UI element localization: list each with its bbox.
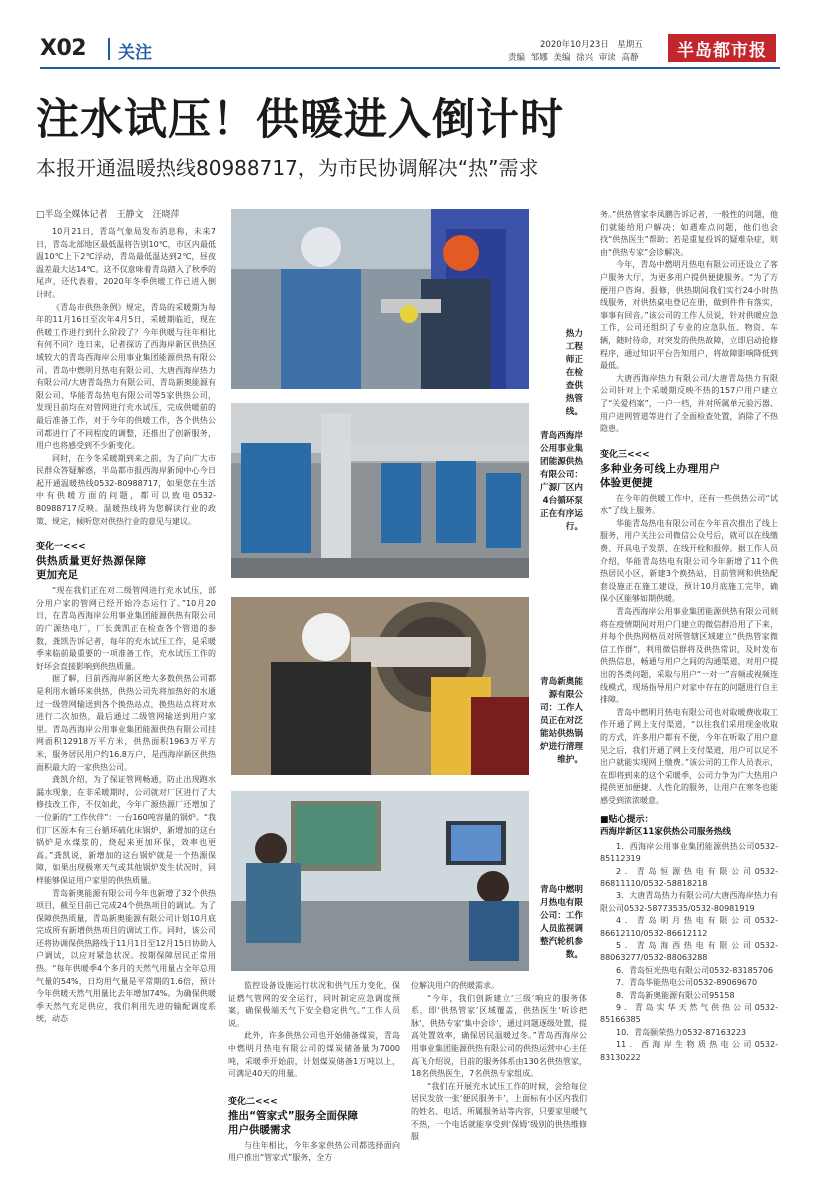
hotline-item: 7．青岛华能热电公司0532-89069670 bbox=[616, 978, 758, 988]
paragraph: 青岛中燃明月热电有限公司也对取暖费收取工作开通了网上支付渠道，“以往我们采用现金收取的方式，许多用户都有不便，今年在听取了用户意见之后，我们开通了网上支付渠道，用户可以足不出户就能实现网上缴费。”该公司的工作人员表示，在即将到来的这个采暖季，公司力争为广大热用户提供更加便捷、人性化的服务，让用户在寒冬也能感受到浓浓暖意。 bbox=[600, 707, 778, 805]
section-heading-1 bbox=[36, 540, 216, 582]
page-number: X02 bbox=[40, 36, 87, 61]
paragraph: “现在我们正在对二级管网进行充水试压，部分用户家的管网已经开始冷态运行了。”10月20日，在青岛西海岸公用事业集团能源供热有限公司的广源热电厂，厂长龚凯正在检查各个管道的参数，龚凯告诉记者，每年的充水试压工作，是采暖季来临前最重要的一项准备工作，充水试压工作的好坏会直接影响到供热质量。 bbox=[36, 586, 216, 671]
editors-line: 责编 邹娜 美编 徐兴 审读 高静 bbox=[508, 53, 639, 63]
paragraph: “我们在开展充水试压工作的时候，会给每位居民发放一张‘便民服务卡’，上面标有小区内我们的姓名、电话、所属服务站等内容，只要家里暖气不热，一个电话就能享受到‘保姆’级别的供热维修服 bbox=[411, 1081, 587, 1142]
section-tag: 变化一<<< bbox=[36, 542, 86, 553]
paragraph: “今年，我们创新建立‘三级’响应的服务体系，即‘供热管家’区域覆盖，供热医生‘听诊把脉’，供热专家‘集中会诊’，通过问题逐级处置，提高处置效率，确保居民温暖过冬。”青岛西海岸公用事业集团能源供热有限公司的供热运营中心主任高飞介绍说，目前的服务体系由130名供热管家，18名供热医生，7名供热专家组成。 bbox=[411, 993, 587, 1079]
photo-pumps-image bbox=[231, 403, 529, 578]
paragraph: 青岛西海岸公用事业集团能源供热有限公司则将在疫情期间对用户门建立的微信群沿用了下来，并每个供热网格员对所管辖区域建立“供热管家微信工作群”，利用微信群将及供热常识，及时发布供热信息，畅通与用户之间的沟通渠道，对用户提出的各类问题，采取与用户“一对一”音频或视频连线模式，现场指导用户对家中存在的问题进行自主排障。 bbox=[600, 607, 778, 705]
photo-boiler-maintenance bbox=[231, 597, 529, 775]
paragraph: 与往年相比，今年多家供热公司都选择面向用户推出“管家式”服务，全方 bbox=[228, 1140, 400, 1163]
article-column-2 bbox=[228, 980, 400, 1178]
tips-heading: ■贴心提示： bbox=[600, 814, 654, 825]
section-tag: 变化三<<< bbox=[600, 449, 650, 460]
paragraph: 此外，许多供热公司也开始储备煤炭，青岛中燃明月热电有限公司的煤炭储备量为7000吨，采暖季开始前，计划煤炭储备1万吨以上，可满足40天的用量。 bbox=[228, 1031, 400, 1079]
section-heading-2 bbox=[228, 1095, 400, 1137]
hotline-item: 3．大唐青岛热力有限公司/大唐西海岸热力有限公司0532-58773535/0532-80981919 bbox=[600, 891, 778, 913]
photo-engineer-checking-pipes bbox=[231, 209, 529, 389]
paragraph: 青岛新奥能源有限公司今年也新增了32个供热项目，截至目前已完成24个供热项目的调试。为了保障供热质量，青岛新奥能源有限公司计划10月底完成所有新增供热项目的调试工作。同时，该公司还将协调保供热路线于11月1日至12月15日协助入户调试，以应对紧急状况。按期保障居民正常用热。“每年供暖季4个多月的天然气用量占全年总用气量的54%，日均用气量是平常期的1.6倍，预计今年供暖天然气用量比去年增加74%。为确保供暖季天然气充足供应，我们利用先进的输配调度系统，动态 bbox=[36, 888, 216, 1024]
photo-caption-3: 青岛新奥能源有限公司：工作人员正在对泛能站供热锅炉进行清理维护。 bbox=[540, 677, 583, 765]
article-column-3 bbox=[411, 980, 587, 1178]
hotline-item: 5．青岛海西热电有限公司0532-88063277/0532-88063288 bbox=[600, 940, 778, 963]
photo-caption-2: 青岛西海岸公用事业集团能源供热有限公司：广源厂区内4台循环泵正在有序运行。 bbox=[540, 431, 583, 532]
paragraph: 10月21日，青岛气象局发布消息称，未来7日，青岛北部地区最低温将告别10℃，市区内最低温10℃上下2℃浮动，青岛最低温达到2℃，昼夜温差最大达14℃。这不仅意味着青岛踏入了秋季的尾声，还代表着，2020年冬季供暖工作已进入倒计时。 bbox=[36, 227, 216, 299]
section-title: 多种业务可线上办理用户体验更便捷 bbox=[600, 462, 720, 489]
issue-date: 2020年10月23日 星期五 bbox=[540, 40, 643, 50]
section-heading-3 bbox=[600, 448, 778, 490]
photo-engineer-image bbox=[231, 209, 529, 389]
hotline-item: 9．青岛实华天然气供热公司0532-85166385 bbox=[600, 1003, 778, 1025]
photo-boiler-image bbox=[231, 597, 529, 775]
article-column-4 bbox=[600, 209, 778, 1179]
photo-control-room bbox=[231, 791, 529, 971]
hotline-item: 6．青岛恒光热电有限公司0532-83185706 bbox=[616, 965, 774, 975]
header-rule bbox=[40, 67, 780, 69]
subheadline: 本报开通温暖热线80988717，为市民协调解决“热”需求 bbox=[36, 156, 539, 180]
photo-control-room-image bbox=[231, 791, 529, 971]
hotline-item: 10．青岛颐荣热力0532-87163223 bbox=[616, 1027, 747, 1037]
paragraph: 《青岛市供热条例》规定，青岛的采暖期为每年的11月16日至次年4月5日，采暖期临近，现在供暖工作进行到什么阶段了？今年供暖与往年相比有何不同？连日来，记者探访了西海岸新区供热区域较大的青岛西海岸公用事业集团能源供热有限公司、青岛中燃明月热电有限公司、大唐西海岸热力有限公司/大唐青岛热力有限公司、青岛新奥能源有限公司、华能青岛热电有限公司等5家供热公司，发现目前均在对管网进行充水试压，完成供暖前的最后准备工作，对于今年的供暖工作，各个供热公司都进行了不同程度的调整，还推出了创新服务，用户也将感受到不少新变化。 bbox=[36, 302, 216, 451]
hotline-item: 4．青岛明月热电有限公司0532-86612110/0532-86612112 bbox=[600, 916, 778, 938]
paragraph: 今年，青岛中燃明月热电有限公司还设立了客户服务大厅，为更多用户提供便捷服务。“为了方便用户咨询、报修，供热期间我们实行24小时热线服务，对供热桌电登记在册，做到件件有落实，事事有回音。”该公司的工作人员说，针对供暖应急工作，公司还组织了专业的应急队伍、物资、车辆，随时待命，对突发的供热故障，立即启动抢修程序，通过知识平台告知用户，将故障影响降低到最低。 bbox=[600, 260, 778, 371]
headline: 注水试压！供暖进入倒计时 bbox=[36, 95, 564, 145]
article-column-1 bbox=[36, 226, 216, 1176]
paragraph: 大唐西海岸热力有限公司/大唐青岛热力有限公司针对上个采暖期反映不热的157户用户建立了“关爱档案”，一户一档，并对所属单元验污器、用户进网管道等进行了全面检查处置，消除了不热隐患。 bbox=[600, 373, 778, 434]
tips-subheading: 西海岸新区11家供热公司服务热线 bbox=[600, 827, 731, 838]
paragraph: 据了解，目前西海岸新区绝大多数供热公司都是利用水循环来供热，供热公司先将加热好的水通过一级管网输送到各个换热站点，换热站点将对水进行二次加热，最后通过二级管网输送到用户家里。青岛西海岸公用事业集团能源供热有限公司挂网面积12918万平方米，供热面积1963万平方米，服务居民用户约16.8万户，是西海岸新区供热面积最大的一家供热公司。 bbox=[36, 674, 216, 772]
newspaper-logo: 半岛都市报 bbox=[668, 34, 776, 62]
hotline-item: 8．青岛新奥能源有限公司95158 bbox=[616, 990, 735, 1000]
photo-circulation-pumps bbox=[231, 403, 529, 578]
byline: □半岛全媒体记者 王静文 汪晓萍 bbox=[36, 210, 180, 220]
paragraph: 同时，在今冬采暖期到来之前，为了向广大市民群众答疑解惑，半岛都市报西海岸新闻中心今日起开通温暖热线0532-80988717，如果您在生活中有供暖方面的问题，都可以致电0532-80988717反映。温暖热线将为您解读行业的政策、规定，倾听您对供热行业的意见与建议。 bbox=[36, 453, 216, 526]
hotline-item: 2．青岛恒源热电有限公司0532-86811110/0532-58818218 bbox=[600, 866, 778, 888]
photo-caption-1: 热力工程师正在检查供热管线。 bbox=[565, 329, 583, 417]
section-title: 推出“管家式”服务全面保障用户供暖需求 bbox=[228, 1109, 358, 1136]
paragraph: 华能青岛热电有限公司在今年首次推出了线上服务，用户关注公司微信公众号后，就可以在线缴费、开具电子发票、在线开栓和报停。据工作人员介绍，华能青岛热电有限公司今年新增了11个供热居民小区，新建3个换热站，目前管网和供热配套设施正在施工建设，预计10月底施工完毕，确保小区能够如期供暖。 bbox=[600, 518, 778, 604]
hotline-item: 1．西海岸公用事业集团能源供热公司0532-85112319 bbox=[600, 841, 778, 864]
section-tag: 变化二<<< bbox=[228, 1096, 278, 1107]
paragraph: 在今年的供暖工作中，还有一些供热公司“试水”了线上服务。 bbox=[600, 493, 778, 516]
section-name: 关注 bbox=[118, 43, 152, 63]
hotline-item: 11．西海岸生物质热电公司0532-83130222 bbox=[600, 1040, 778, 1062]
paragraph: 监控设备设施运行状况和供气压力变化，保证燃气管网的安全运行，同时制定应急调度预案，确保极端天气下安全稳定供气。”工作人员说。 bbox=[228, 981, 400, 1028]
photo-caption-4: 青岛中燃明月热电有限公司：工作人员监视调整汽轮机参数。 bbox=[540, 885, 583, 960]
paragraph: 务。”供热管家李凤鹏告诉记者，一般性的问题，他们就能给用户解决；如遇难点问题，他们也会找“供热医生”帮助；若是重复投诉的疑难杂症，则由“供热专家”会诊解决。 bbox=[600, 210, 778, 257]
section-title: 供热质量更好热源保障更加充足 bbox=[36, 555, 146, 582]
header-divider bbox=[108, 38, 110, 60]
paragraph: 位解决用户的供暖需求。 bbox=[411, 981, 499, 990]
paragraph: 龚凯介绍，为了保证管网畅通，防止出现跑水漏水现象，在非采暖期时，公司就对厂区进行了大修技改工作，不仅如此，今年广源热源厂还增加了一位新的“工作伙伴”：一台160吨容量的锅炉。“我们厂区原本有三台循环硫化床锅炉，新增加的这台锅炉是水煤浆的，烧起来更加环保，效率也更高。”龚凯说，新增加的这台锅炉就是一个热源保障，如果出现极寒天气或其他锅炉发生状况时，同样能够保证用户家里的供热质量。 bbox=[36, 775, 216, 885]
